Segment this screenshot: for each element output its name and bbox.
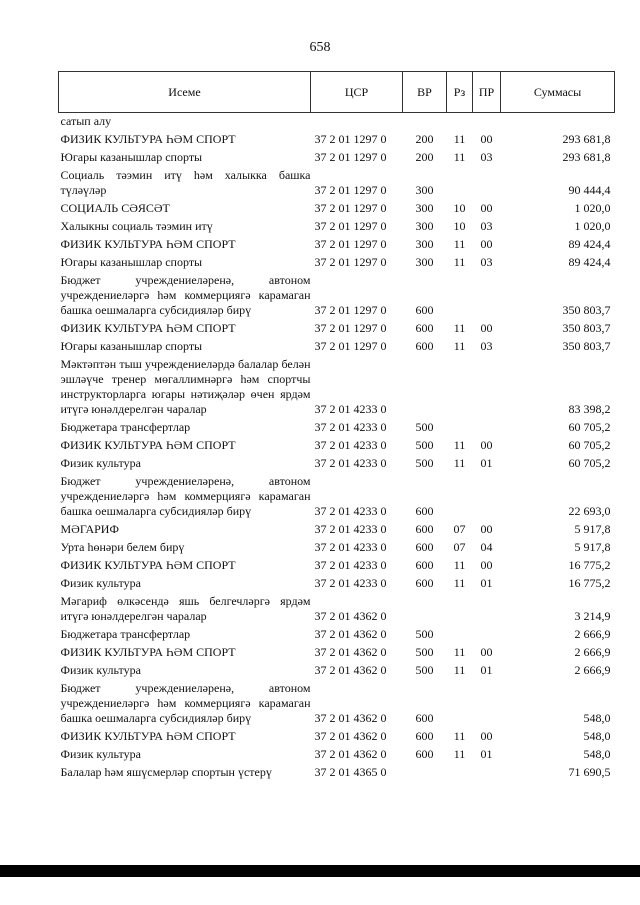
cell-sum: 5 917,8: [574, 522, 611, 536]
cell-rz: 11: [453, 645, 466, 659]
cell-name: Урта һөнәри белем бирү: [60, 540, 185, 554]
table-body: [59, 113, 615, 783]
cell-csr: 37 2 01 1297 0: [314, 321, 387, 335]
cell-rz: 11: [453, 456, 466, 470]
cell-pr: 01: [480, 747, 493, 761]
cell-csr: 37 2 01 1297 0: [314, 201, 387, 215]
cell-name: Бюджет учреждениеләренә, автоном учреждениеләргә һәм коммерциягә карамаган башка оешмаларга субсидияләр бирү: [60, 681, 311, 725]
table-row: [59, 626, 615, 644]
cell-pr: 03: [480, 150, 493, 164]
table-row: [59, 575, 615, 593]
cell-sum: 60 705,2: [568, 456, 611, 470]
cell-rz: 10: [453, 219, 466, 233]
cell-sum: 60 705,2: [568, 420, 611, 434]
cell-vr: 500: [415, 627, 434, 641]
cell-csr: 37 2 01 4233 0: [314, 522, 387, 536]
cell-rz: 11: [453, 255, 466, 269]
cell-sum: 3 214,9: [574, 609, 611, 623]
table-row: [59, 593, 615, 626]
table-row: [59, 338, 615, 356]
cell-sum: 83 398,2: [568, 402, 611, 416]
cell-rz: [447, 680, 473, 728]
cell-sum: 60 705,2: [568, 438, 611, 452]
cell-rz: [447, 764, 473, 782]
cell-pr: [473, 764, 501, 782]
cell-vr: 500: [415, 438, 434, 452]
cell-csr: 37 2 01 4233 0: [314, 456, 387, 470]
cell-csr: 37 2 01 4362 0: [314, 729, 387, 743]
cell-rz: [447, 272, 473, 320]
cell-name: Югары казанышлар спорты: [60, 255, 203, 269]
table-row: [59, 320, 615, 338]
cell-csr: [311, 113, 403, 132]
cell-vr: 200: [415, 150, 434, 164]
cell-name: Физик культура: [60, 663, 141, 677]
cell-pr: 00: [480, 729, 493, 743]
cell-name: ФИЗИК КУЛЬТУРА ҺӘМ СПОРТ: [60, 132, 236, 146]
cell-pr: 00: [480, 201, 493, 215]
cell-sum: 90 444,4: [568, 183, 611, 197]
cell-rz: 11: [453, 663, 466, 677]
table-row: [59, 644, 615, 662]
cell-sum: 293 681,8: [562, 150, 611, 164]
cell-vr: 500: [415, 663, 434, 677]
table-row: [59, 236, 615, 254]
cell-pr: 03: [480, 339, 493, 353]
cell-pr: [473, 272, 501, 320]
cell-name: СОЦИАЛЬ СӘЯСӘТ: [60, 201, 170, 215]
cell-sum: 89 424,4: [568, 255, 611, 269]
cell-rz: [447, 167, 473, 200]
cell-pr: [473, 419, 501, 437]
cell-sum: 2 666,9: [574, 663, 611, 677]
cell-name: Балалар һәм яшүсмерләр спортын үстерү: [60, 765, 272, 779]
cell-sum: 350 803,7: [562, 303, 611, 317]
table-row: [59, 149, 615, 167]
cell-pr: 03: [480, 255, 493, 269]
cell-vr: 500: [415, 645, 434, 659]
cell-vr: [403, 764, 447, 782]
cell-vr: 300: [415, 255, 434, 269]
cell-name: Халыкны социаль тәэмин итү: [60, 219, 213, 233]
cell-name: Мәктәптән тыш учреждениеләрдә балалар белән эшләүче тренер мөгаллимнәргә һәм спортчы инструкторларга югары нәтиҗәләр өчен ярдәм итүгә юнәлдерелгән чаралар: [60, 357, 311, 416]
cell-vr: 600: [415, 321, 434, 335]
cell-name: Бюджетара трансфертлар: [60, 627, 191, 641]
cell-pr: 01: [480, 663, 493, 677]
cell-pr: 00: [480, 522, 493, 536]
cell-name: ФИЗИК КУЛЬТУРА ҺӘМ СПОРТ: [60, 321, 236, 335]
cell-rz: 11: [453, 729, 466, 743]
cell-vr: 600: [415, 711, 434, 725]
cell-rz: [447, 473, 473, 521]
table-row: [59, 746, 615, 764]
cell-pr: [473, 167, 501, 200]
table-row: [59, 521, 615, 539]
cell-csr: 37 2 01 1297 0: [314, 219, 387, 233]
budget-table: [58, 71, 615, 782]
cell-csr: 37 2 01 4233 0: [314, 402, 387, 416]
table-row: [59, 218, 615, 236]
cell-rz: [447, 113, 473, 132]
cell-rz: 11: [453, 339, 466, 353]
table-row: [59, 167, 615, 200]
cell-name: Югары казанышлар спорты: [60, 339, 203, 353]
header-vr: ВР: [403, 72, 447, 113]
cell-sum: 16 775,2: [568, 576, 611, 590]
cell-vr: 600: [415, 729, 434, 743]
cell-pr: 00: [480, 321, 493, 335]
cell-csr: 37 2 01 1297 0: [314, 183, 387, 197]
table-row: [59, 272, 615, 320]
cell-sum: 22 693,0: [568, 504, 611, 518]
cell-sum: 350 803,7: [562, 321, 611, 335]
cell-vr: 500: [415, 456, 434, 470]
cell-sum: 89 424,4: [568, 237, 611, 251]
cell-pr: 00: [480, 237, 493, 251]
cell-name: Бюджет учреждениеләренә, автоном учреждениеләргә һәм коммерциягә карамаган башка оешмаларга субсидияләр бирү: [60, 474, 311, 518]
cell-sum: 5 917,8: [574, 540, 611, 554]
cell-vr: 200: [415, 132, 434, 146]
cell-rz: 11: [453, 150, 466, 164]
cell-csr: 37 2 01 1297 0: [314, 255, 387, 269]
cell-csr: 37 2 01 1297 0: [314, 132, 387, 146]
cell-vr: 600: [415, 558, 434, 572]
cell-vr: 600: [415, 303, 434, 317]
cell-name: Югары казанышлар спорты: [60, 150, 203, 164]
cell-name: МӘГАРИФ: [60, 522, 119, 536]
cell-vr: 300: [415, 201, 434, 215]
cell-name: Мәгариф өлкәсендә яшь белгечләргә ярдәм итүгә юнәлдерелгән чаралар: [60, 594, 311, 623]
cell-vr: 600: [415, 576, 434, 590]
cell-vr: 600: [415, 540, 434, 554]
cell-csr: 37 2 01 4362 0: [314, 747, 387, 761]
cell-vr: 300: [415, 219, 434, 233]
header-rz: Рз: [447, 72, 473, 113]
cell-csr: 37 2 01 4233 0: [314, 540, 387, 554]
cell-sum: 71 690,5: [568, 765, 611, 779]
cell-rz: 11: [453, 558, 466, 572]
cell-csr: 37 2 01 1297 0: [314, 303, 387, 317]
cell-vr: [403, 593, 447, 626]
table-row: [59, 473, 615, 521]
table-row: [59, 557, 615, 575]
header-sum: Суммасы: [501, 72, 615, 113]
table-row: [59, 200, 615, 218]
cell-name: ФИЗИК КУЛЬТУРА ҺӘМ СПОРТ: [60, 729, 236, 743]
cell-rz: 11: [453, 321, 466, 335]
cell-rz: 11: [453, 576, 466, 590]
cell-sum: 2 666,9: [574, 627, 611, 641]
cell-pr: [473, 626, 501, 644]
cell-sum: 293 681,8: [562, 132, 611, 146]
cell-csr: 37 2 01 4233 0: [314, 504, 387, 518]
cell-pr: 00: [480, 438, 493, 452]
cell-vr: 600: [415, 747, 434, 761]
table-row: [59, 662, 615, 680]
cell-pr: 03: [480, 219, 493, 233]
cell-name: Физик культура: [60, 576, 141, 590]
cell-sum: 1 020,0: [574, 201, 611, 215]
cell-pr: [473, 473, 501, 521]
table-row: [59, 455, 615, 473]
cell-sum: 16 775,2: [568, 558, 611, 572]
cell-csr: 37 2 01 1297 0: [314, 150, 387, 164]
cell-pr: [473, 593, 501, 626]
cell-name: ФИЗИК КУЛЬТУРА ҺӘМ СПОРТ: [60, 558, 236, 572]
cell-name: Социаль тәэмин итү һәм халыкка башка түләүләр: [60, 168, 311, 197]
cell-rz: [447, 593, 473, 626]
table-row: [59, 539, 615, 557]
cell-name: ФИЗИК КУЛЬТУРА ҺӘМ СПОРТ: [60, 438, 236, 452]
cell-name: ФИЗИК КУЛЬТУРА ҺӘМ СПОРТ: [60, 645, 236, 659]
cell-sum: 350 803,7: [562, 339, 611, 353]
cell-csr: 37 2 01 1297 0: [314, 339, 387, 353]
table-row: [59, 131, 615, 149]
cell-sum: 2 666,9: [574, 645, 611, 659]
cell-name: Физик культура: [60, 456, 141, 470]
cell-csr: 37 2 01 4362 0: [314, 645, 387, 659]
cell-csr: 37 2 01 1297 0: [314, 237, 387, 251]
cell-rz: 11: [453, 438, 466, 452]
cell-csr: 37 2 01 4233 0: [314, 438, 387, 452]
cell-vr: 600: [415, 339, 434, 353]
cell-rz: [447, 626, 473, 644]
cell-csr: 37 2 01 4233 0: [314, 420, 387, 434]
cell-csr: 37 2 01 4362 0: [314, 627, 387, 641]
cell-rz: [447, 356, 473, 419]
table-row: [59, 764, 615, 782]
cell-csr: 37 2 01 4362 0: [314, 609, 387, 623]
cell-pr: 01: [480, 576, 493, 590]
table-row: [59, 728, 615, 746]
cell-vr: 500: [415, 420, 434, 434]
table-row: [59, 680, 615, 728]
scan-edge-bar: [0, 865, 640, 877]
table-row: [59, 437, 615, 455]
cell-sum: [501, 113, 615, 132]
cell-csr: 37 2 01 4233 0: [314, 576, 387, 590]
cell-csr: 37 2 01 4362 0: [314, 663, 387, 677]
cell-rz: [447, 419, 473, 437]
header-pr: ПР: [473, 72, 501, 113]
table-row: [59, 113, 615, 132]
cell-rz: 10: [453, 201, 466, 215]
cell-name: Бюджетара трансфертлар: [60, 420, 191, 434]
cell-name: сатып алу: [59, 113, 311, 132]
cell-name: ФИЗИК КУЛЬТУРА ҺӘМ СПОРТ: [60, 237, 236, 251]
cell-name: Физик культура: [60, 747, 141, 761]
cell-vr: 300: [415, 237, 434, 251]
cell-pr: 00: [480, 558, 493, 572]
cell-pr: 00: [480, 132, 493, 146]
cell-vr: [403, 356, 447, 419]
cell-rz: 11: [453, 747, 466, 761]
cell-vr: 300: [415, 183, 434, 197]
cell-pr: [473, 113, 501, 132]
header-name: Исеме: [59, 72, 311, 113]
cell-pr: 01: [480, 456, 493, 470]
table-row: [59, 356, 615, 419]
cell-sum: 548,0: [583, 711, 611, 725]
cell-name: Бюджет учреждениеләренә, автоном учреждениеләргә һәм коммерциягә карамаган башка оешмаларга субсидияләр бирү: [60, 273, 311, 317]
cell-rz: 11: [453, 132, 466, 146]
page-number: 658: [309, 40, 331, 55]
cell-pr: 00: [480, 645, 493, 659]
cell-vr: 600: [415, 504, 434, 518]
cell-pr: [473, 680, 501, 728]
cell-csr: 37 2 01 4362 0: [314, 711, 387, 725]
table-row: [59, 254, 615, 272]
cell-vr: [403, 113, 447, 132]
cell-sum: 548,0: [583, 747, 611, 761]
cell-rz: 11: [453, 237, 466, 251]
cell-rz: 07: [453, 540, 466, 554]
cell-csr: 37 2 01 4365 0: [314, 765, 387, 779]
cell-vr: 600: [415, 522, 434, 536]
table-row: [59, 419, 615, 437]
header-csr: ЦСР: [311, 72, 403, 113]
cell-sum: 1 020,0: [574, 219, 611, 233]
table-header-row: [59, 72, 615, 113]
cell-rz: 07: [453, 522, 466, 536]
cell-csr: 37 2 01 4233 0: [314, 558, 387, 572]
cell-pr: 04: [480, 540, 493, 554]
cell-sum: 548,0: [583, 729, 611, 743]
cell-pr: [473, 356, 501, 419]
